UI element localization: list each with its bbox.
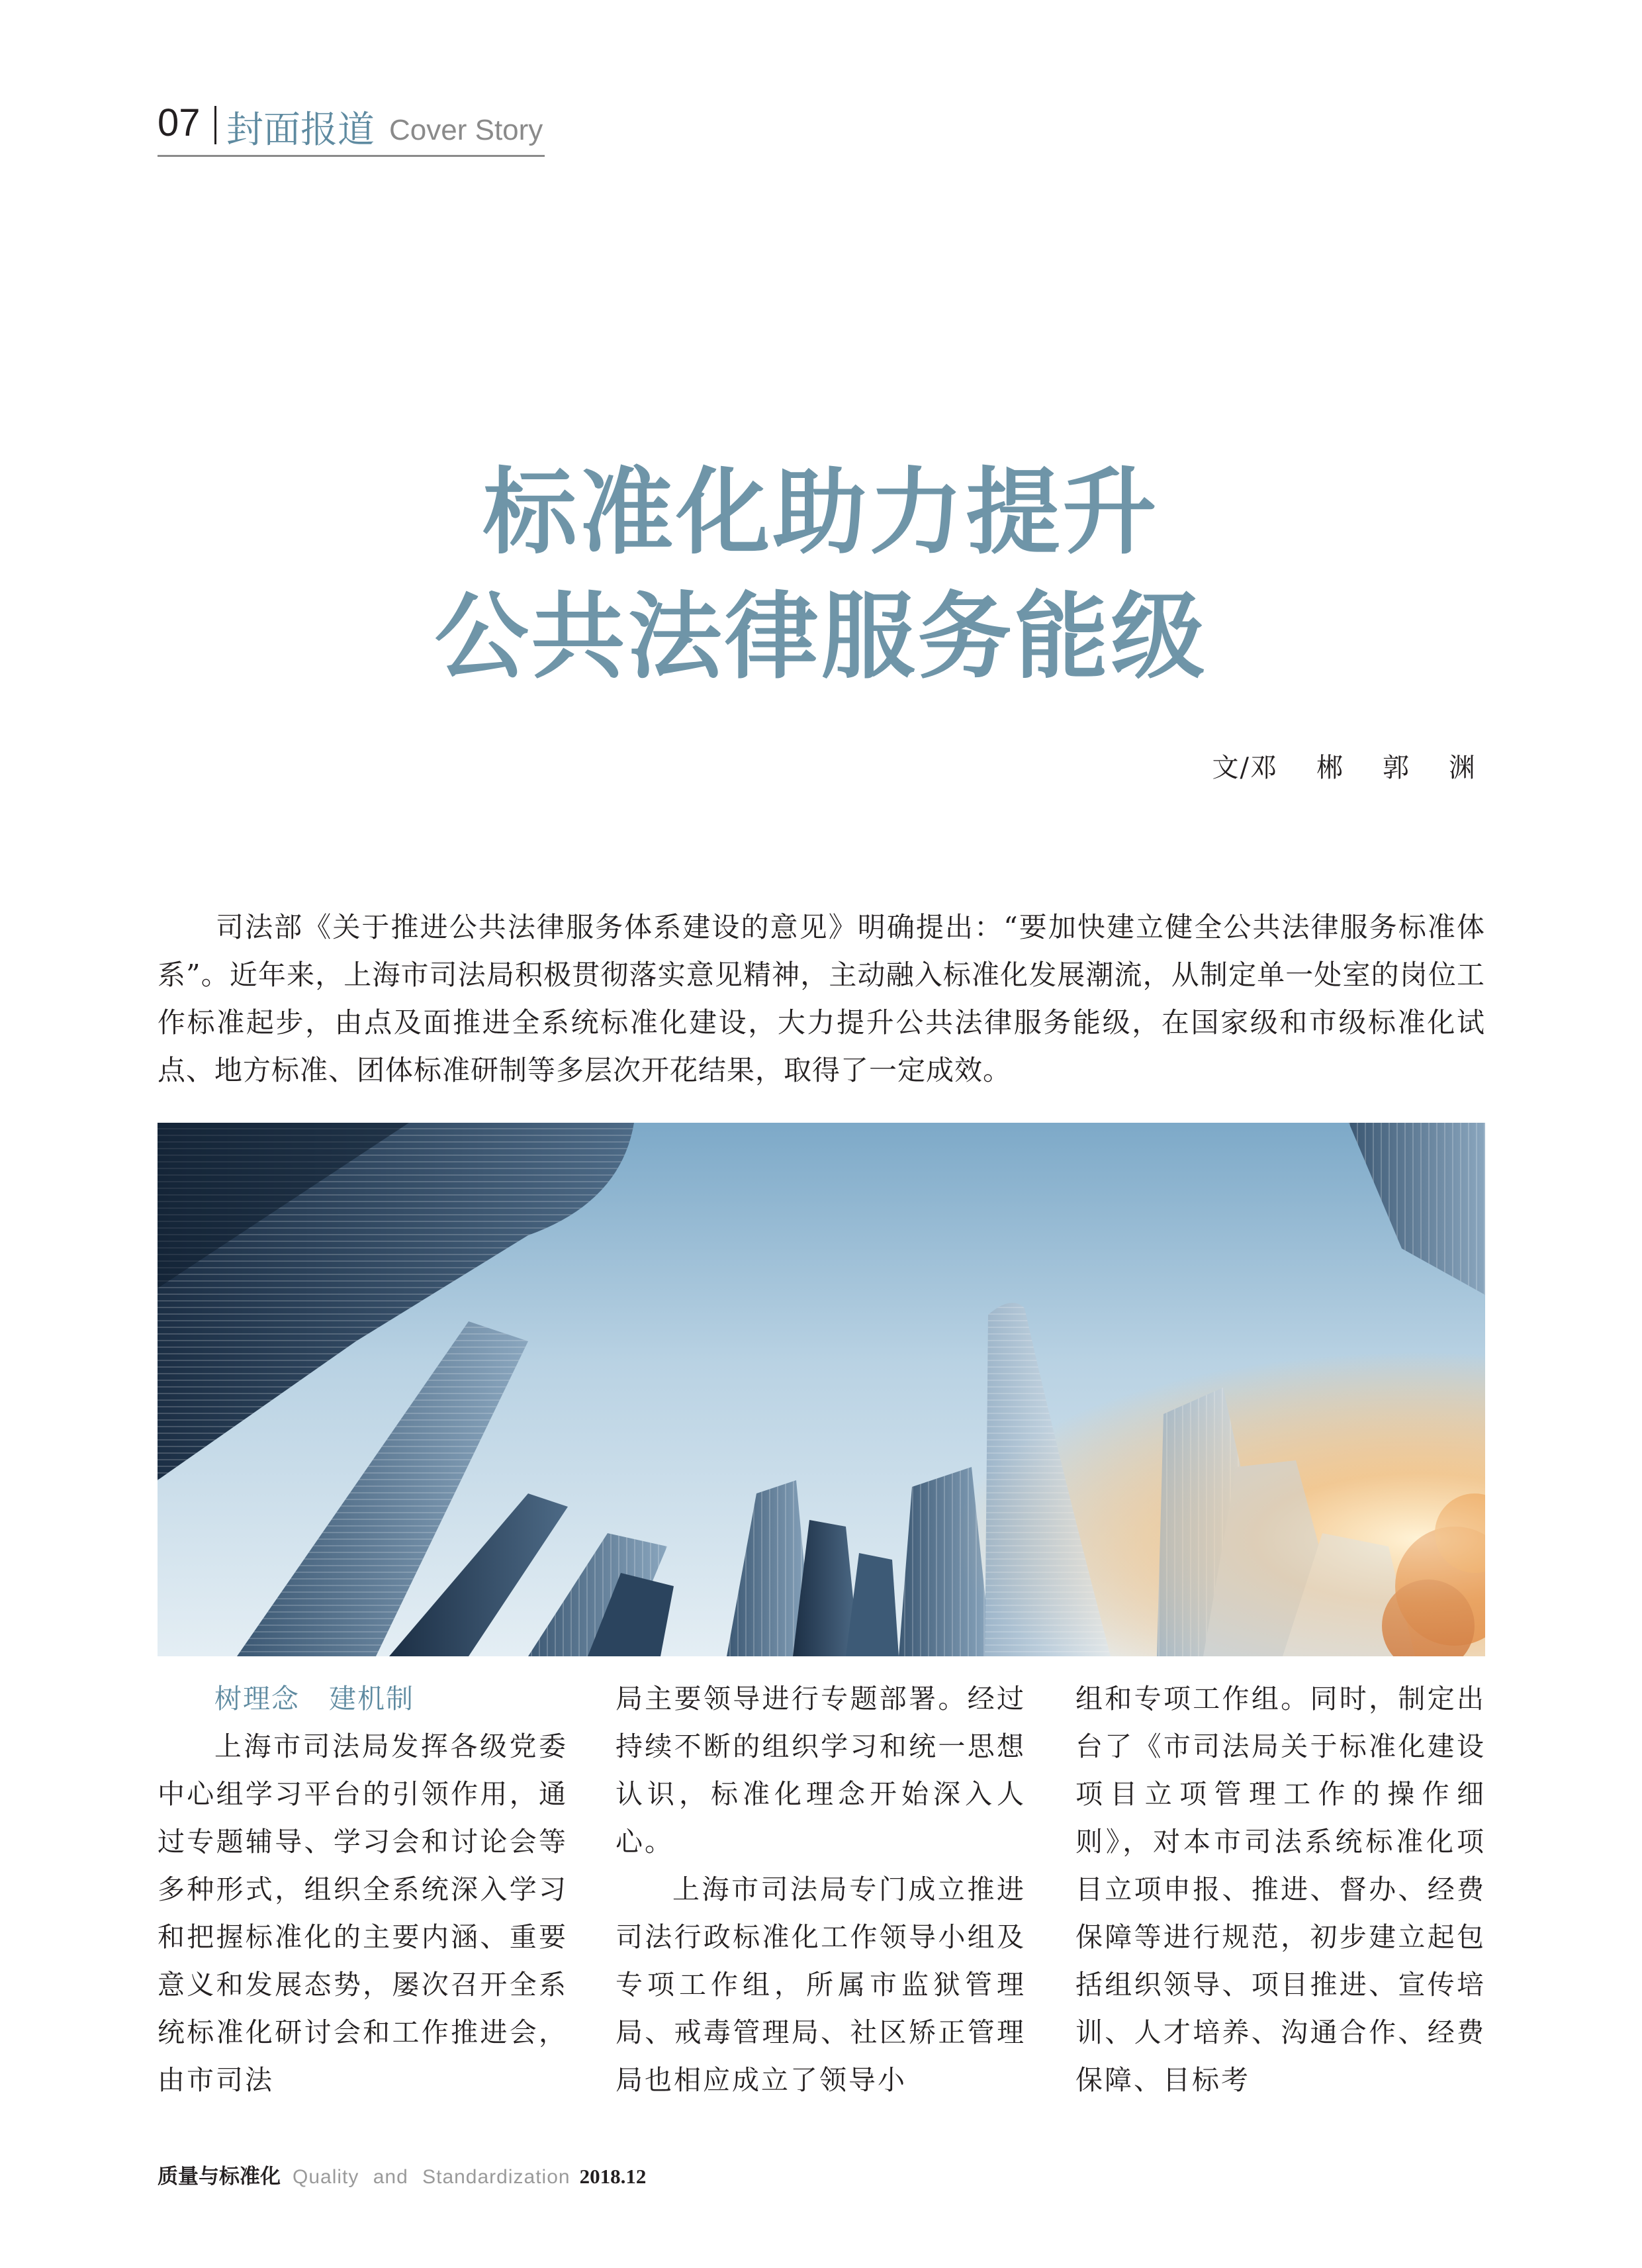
section-header [158, 99, 545, 159]
article-intro: 司法部《关于推进公共法律服务体系建设的意见》明确提出：“要加快建立健全公共法律服务标准体系”。近年来，上海市司法局积极贯彻落实意见精神，主动融入标准化发展潮流，从制定单一处室的岗位工作标准起步，由点及面推进全系统标准化建设，大力提升公共法律服务能级，在国家级和市级标准化试点、地方标准、团体标准研制等多层次开花结果，取得了一定成效。 [158, 911, 1485, 1086]
section-title-cn: 封面报道 [226, 109, 375, 152]
page-number: 07 [158, 101, 201, 144]
magazine-name-en: Quality and Standardization [293, 2166, 570, 2188]
paragraph: 组和专项工作组。同时，制定出台了《市司法局关于标准化建设项目立项管理工作的操作细则》，对本市司法系统标准化项目立项申报、推进、督办、经费保障等进行规范，初步建立起包括组织领导、项目推进、宣传培训、人才培养、沟通合作、经费保障、目标考 [1075, 1683, 1486, 2096]
city-skyline-photo [158, 1123, 1485, 1656]
byline-char: 郴 [1316, 753, 1344, 783]
article-title-line1: 标准化助力提升 [482, 458, 1160, 567]
text-column-2 [616, 1675, 1026, 2099]
text-column-1 [158, 1675, 568, 2099]
paragraph: 上海市司法局专门成立推进司法行政标准化工作领导小组及专项工作组，所属市监狱管理局、戒毒管理局、社区矫正管理局也相应成立了领导小 [616, 1873, 1026, 2096]
text-column-3 [1075, 1675, 1486, 2099]
page-footer [158, 2159, 646, 2189]
subheading-part: 建机制 [329, 1683, 414, 1715]
paragraph: 上海市司法局发挥各级党委中心组学习平台的引领作用，通过专题辅导、学习会和讨论会等多种形式，组织全系统深入学习和把握标准化的主要内涵、重要意义和发展态势，屡次召开全系统标准化研讨会和工作推进会，由市司法 [158, 1730, 568, 2096]
header-underline [158, 155, 545, 157]
article-title-line2: 公共法律服务能级 [434, 583, 1208, 692]
byline-prefix: 文/邓 [1212, 753, 1278, 783]
byline-char: 郭 [1383, 753, 1410, 783]
section-title-en: Cover Story [389, 114, 543, 146]
header-divider [214, 106, 216, 144]
byline-char: 渊 [1449, 753, 1477, 783]
section-subheading [214, 1675, 568, 1723]
magazine-name-cn: 质量与标准化 [158, 2165, 281, 2189]
subheading-part: 树理念 [214, 1683, 300, 1715]
issue-date: 2018.12 [579, 2165, 647, 2188]
paragraph: 局主要领导进行专题部署。经过持续不断的组织学习和统一思想认识，标准化理念开始深入人心。 [616, 1683, 1026, 1858]
byline [1212, 747, 1477, 784]
